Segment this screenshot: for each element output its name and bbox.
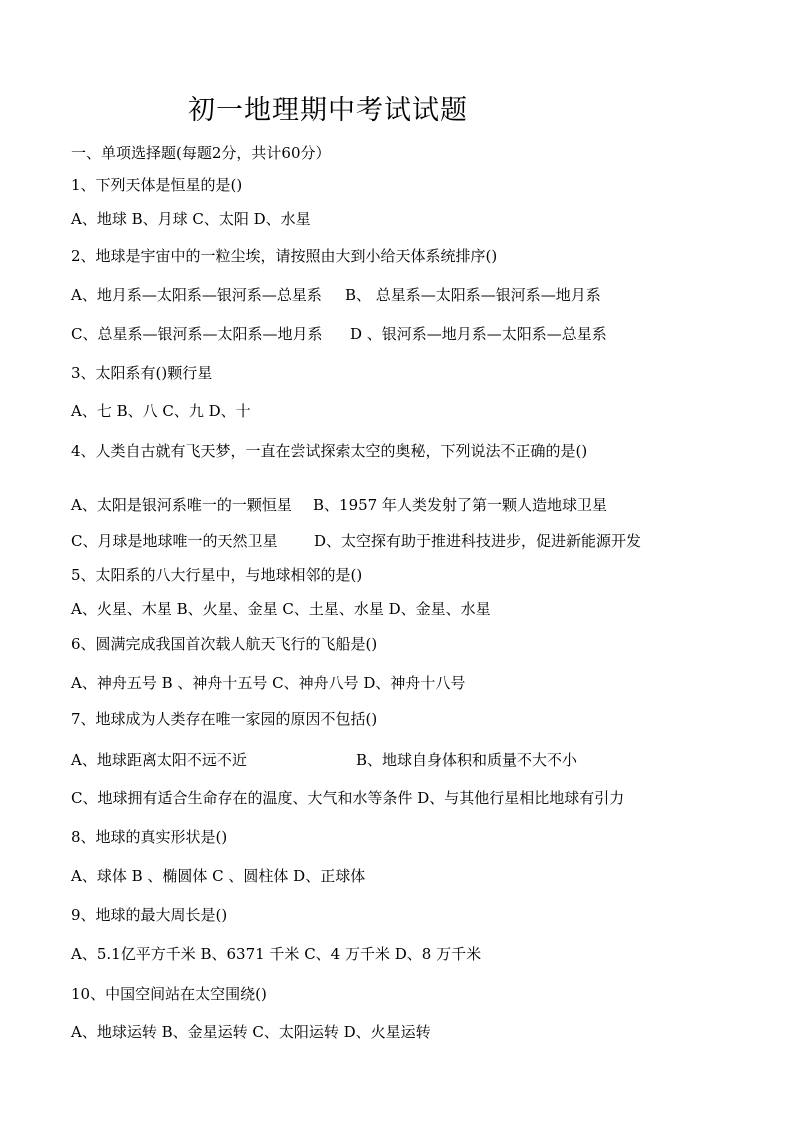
question-6-options: A、神舟五号 B 、神舟十五号 C、神舟八号 D、神舟十八号 <box>71 674 466 692</box>
question-4-option-d: D、太空探有助于推进科技进步，促进新能源开发 <box>314 532 642 550</box>
question-7-options-cd: C、地球拥有适合生命存在的温度、大气和水等条件 D、与其他行星相比地球有引力 <box>71 789 625 807</box>
question-2-option-a: A、地月系—太阳系—银河系—总星系 <box>71 286 322 304</box>
question-2-option-b: B、 总星系—太阳系—银河系—地月系 <box>345 286 601 304</box>
question-10-options: A、地球运转 B、金星运转 C、太阳运转 D、火星运转 <box>71 1023 431 1041</box>
question-6: 6、圆满完成我国首次载人航天飞行的飞船是() <box>71 635 378 653</box>
question-7-option-a: A、地球距离太阳不远不近 <box>71 751 247 769</box>
question-1: 1、下列天体是恒星的是() <box>71 176 243 194</box>
question-4-option-b: B、1957 年人类发射了第一颗人造地球卫星 <box>313 496 607 514</box>
page-title: 初一地理期中考试试题 <box>188 95 468 126</box>
question-9-options: A、5.1亿平方千米 B、6371 千米 C、4 万千米 D、8 万千米 <box>71 945 482 963</box>
question-4-option-c: C、月球是地球唯一的天然卫星 <box>71 532 278 550</box>
question-7-option-b: B、地球自身体积和质量不大不小 <box>356 751 578 769</box>
section-heading: 一、单项选择题(每题2分，共计60分） <box>71 144 331 162</box>
question-5: 5、太阳系的八大行星中，与地球相邻的是() <box>71 566 363 584</box>
question-1-options: A、地球 B、月球 C、太阳 D、水星 <box>71 210 311 228</box>
question-2: 2、地球是宇宙中的一粒尘埃，请按照由大到小给天体系统排序() <box>71 247 498 265</box>
question-3: 3、太阳系有()颗行星 <box>71 364 213 382</box>
question-5-options: A、火星、木星 B、火星、金星 C、土星、水星 D、金星、水星 <box>71 600 491 618</box>
question-2-option-c: C、总星系—银河系—太阳系—地月系 <box>71 325 323 343</box>
question-3-options: A、七 B、八 C、九 D、十 <box>71 402 251 420</box>
question-9: 9、地球的最大周长是() <box>71 906 228 924</box>
question-4: 4、人类自古就有飞天梦，一直在尝试探索太空的奥秘，下列说法不正确的是() <box>71 442 588 460</box>
question-7: 7、地球成为人类存在唯一家园的原因不包括() <box>71 710 378 728</box>
question-10: 10、中国空间站在太空围绕() <box>71 985 267 1003</box>
question-8: 8、地球的真实形状是() <box>71 828 228 846</box>
question-4-option-a: A、太阳是银河系唯一的一颗恒星 <box>71 496 292 514</box>
question-8-options: A、球体 B 、椭圆体 C 、圆柱体 D、正球体 <box>71 867 366 885</box>
question-2-option-d: D 、银河系—地月系—太阳系—总星系 <box>350 325 607 343</box>
